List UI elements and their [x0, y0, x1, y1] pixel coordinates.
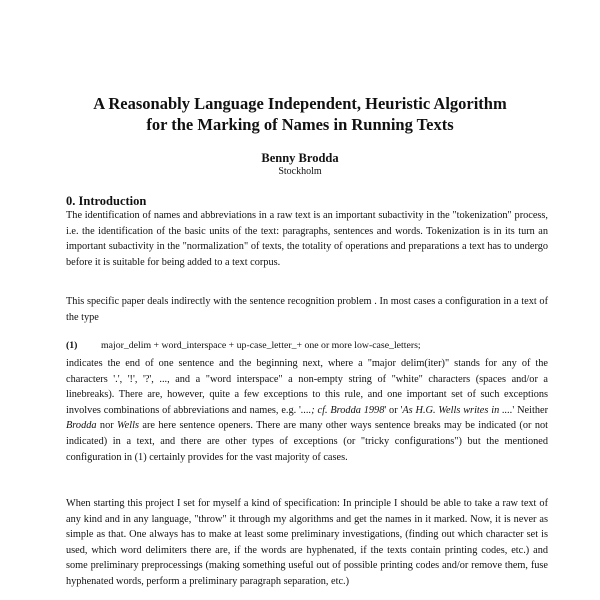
author-affiliation: Stockholm [278, 166, 322, 177]
paragraph-4 [66, 496, 548, 590]
example-formula: major_delim + word_interspace + up-case_letter_+ one or more low-case_letters; [101, 340, 421, 351]
example-1 [66, 339, 548, 353]
section-heading: 0. Introduction [66, 194, 147, 208]
paragraph-3-part-1: indicates the end of one sentence and the beginning next, where a "major delim(iter)" stands for any of the characters '.', '!', '?', ..., and a "word interspace" a non-empty string of "white" characters (spaces and/or a linebreaks). There are, however, quite a few exceptions to this rule, and one important set of such exceptions involves combinations of abbreviations and names, e.g. ' [66, 358, 548, 416]
example-number: (1) [66, 340, 78, 351]
name-wells: Wells [117, 420, 139, 432]
paragraph-1-text: The identification of names and abbreviations in a raw text is an important subactivity in the "tokenization" process, i.e. the identification of the basic units of the text: paragraphs, sentences and words. Tokenization is in its turn an important subactivity in the "normalization" of texts, the totality of operations and preparations a text has to undergo before it is suitable for being added to a text corpus. [66, 210, 548, 268]
paragraph-3-part-4: nor [96, 420, 118, 432]
name-brodda: Brodda [66, 420, 97, 432]
paragraph-3-text [66, 356, 548, 465]
paper-title [40, 93, 560, 135]
paragraph-3-part-5: are here sentence openers. There are many other ways sentence breaks may be indicated (or not indicated) in a text, and there are other types of exceptions (or "tricky configurations") but the mentioned configuration in (1) certainly provides for the vast majority of cases. [66, 420, 548, 463]
citation-brodda: ....; cf. Brodda 1998 [300, 404, 385, 416]
paragraph-3-part-2: ' or ' [384, 404, 403, 416]
paragraph-4-text: When starting this project I set for myself a kind of specification: In principle I should be able to take a raw text of any kind and in any language, "throw" it through my algorithms and get the names in it marked. Now, it is never as simple as that. One always has to make at least some preliminary investigations, (finding out which character set is used, which word delimiters there are, if the words are hyphenated, if the texts contain printing codes, etc.) and some preliminary preprocessings (making something useful out of possible printing codes and/or remove them, fuse hyphenated words, perform a preliminary paragraph separation, etc.) [66, 498, 548, 587]
citation-wells: As H.G. Wells writes in .... [402, 404, 513, 416]
paragraph-1 [66, 208, 548, 270]
title-line-1: A Reasonably Language Independent, Heuristic Algorithm [93, 94, 507, 113]
paragraph-3-part-3: ' Neither [512, 404, 548, 416]
paragraph-2-text: This specific paper deals indirectly with the sentence recognition problem . In most cases a configuration in a text of the type [66, 296, 548, 323]
title-line-2: for the Marking of Names in Running Texts [146, 115, 454, 134]
paragraph-3 [66, 356, 548, 465]
author-name: Benny Brodda [261, 151, 339, 165]
paragraph-2 [66, 294, 548, 325]
